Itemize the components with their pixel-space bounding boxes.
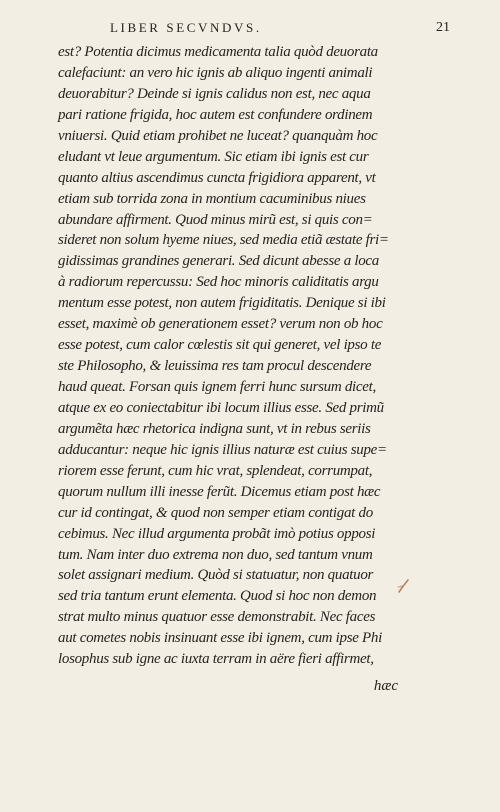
text-line: est? Potentia dicimus medicamenta talia quòd deuorata [58,44,378,60]
text-line: pari ratione frigida, hoc autem est confundere ordinem [58,106,373,123]
text-line: tum. Nam inter duo extrema non duo, sed tantum vnum [58,546,373,563]
text-line: mentum esse potest, non autem frigiditatis. Denique si ibi [58,295,386,312]
page-number: 21 [436,20,450,35]
text-line: abundare affirment. Quod minus mirũ est, si quis con= [58,211,373,228]
text-line: gidissimas grandines generari. Sed dicunt abesse a loca [58,253,379,270]
text-line: riorem esse ferunt, cum hic vrat, splendeat, corrumpat, [58,462,373,479]
text-line: esse potest, cum calor cœlestis sit qui generet, vel ipso te [58,337,382,354]
running-head: LIBER SECVNDVS. [110,20,262,35]
pen-mark-icon [396,578,410,594]
text-line: cur id contingat, & quod non semper etiam contigat do [58,504,373,521]
text-line: haud queat. Forsan quis ignem ferri hunc sursum dicet, [58,379,376,395]
text-line: strat multo minus quatuor esse demonstrabit. Nec faces [58,609,376,626]
text-line: deuorabitur? Deinde si ignis calidus non est, nec aqua [58,85,371,102]
text-line: ste Philosopho, & leuissima res tam procul descendere [58,358,372,375]
text-line: calefaciunt: an vero hic ignis ab aliquo ingenti animali [58,64,373,81]
text-line: esset, maximè ob generationem esset? verum non ob hoc [58,316,383,333]
body-text [58,42,408,670]
text-line: etiam sub torrida zona in montium cacuminibus niues [58,190,366,207]
text-line: quanto altius ascendimus cuncta frigidiora apparent, vt [58,169,376,186]
text-line: cebimus. Nec illud argumenta probãt imò potius opposi [58,525,376,542]
text-line: sed tria tantum erunt elementa. Quod si hoc non demon [58,588,377,605]
text-line: argumẽta hæc rhetorica indigna sunt, vt in rebus seriis [58,420,371,437]
page-header [110,20,450,40]
text-line: à radiorum repercussu: Sed hoc minoris caliditatis argu [58,274,379,291]
text-line: quorum nullum illi inesse ferũt. Dicemus etiam post hæc [58,483,381,500]
text-line: vniuersi. Quid etiam prohibet ne luceat? quanquàm hoc [58,127,378,144]
text-line: adducantur: neque hic ignis illius naturæ est cuius supe= [58,441,387,458]
text-line: atque ex eo coniectabitur ibi locum illius esse. Sed primũ [58,399,384,416]
text-line: sideret non solum hyeme niues, sed media etiã æstate fri= [58,232,389,249]
catchword: hæc [373,678,398,694]
text-line: solet assignari medium. Quòd si statuatur, non quatuor [58,567,374,584]
text-line: aut cometes nobis insinuant esse ibi ignem, cum ipse Phi [58,630,382,647]
text-line: eludant vt leue argumentum. Sic etiam ibi ignis est cur [58,148,369,165]
text-line: losophus sub igne ac iuxta terram in aëre fieri affirmet, [58,651,374,668]
